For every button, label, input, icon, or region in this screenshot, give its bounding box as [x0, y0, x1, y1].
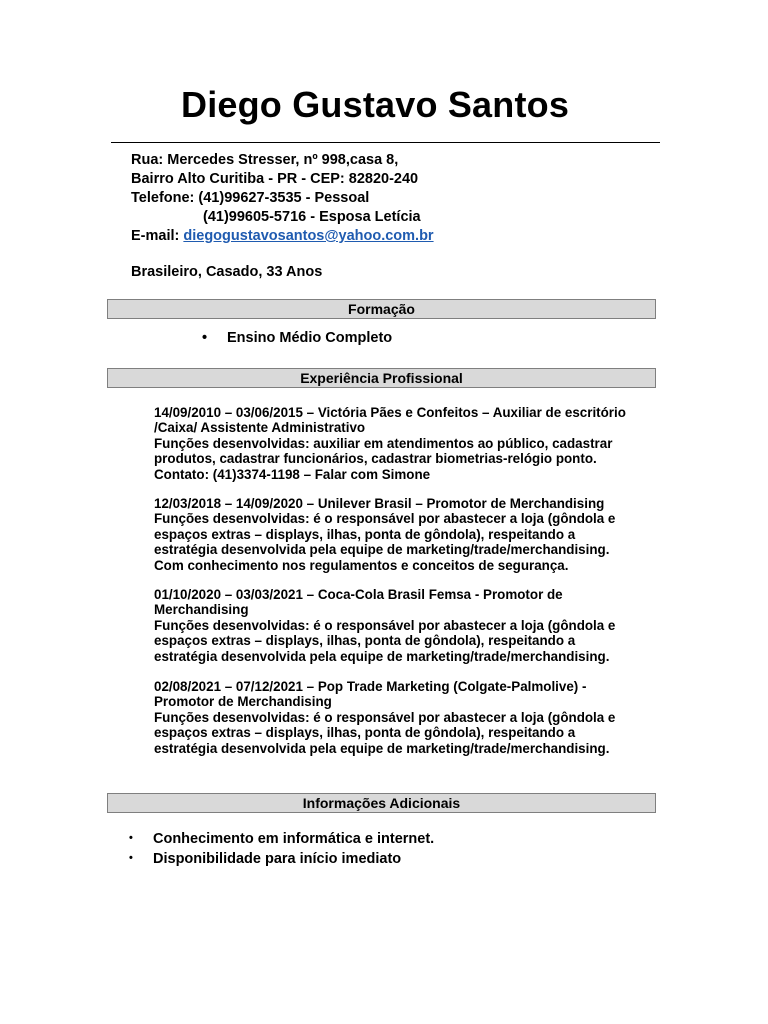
list-item — [129, 849, 434, 869]
email-label: E-mail: — [131, 228, 184, 244]
experience-entry — [154, 587, 666, 664]
experience-line: espaços extras – displays, ilhas, ponta de gôndola), respeitando a — [154, 526, 576, 542]
experience-line: Funções desenvolvidas: é o responsável por abastecer a loja (gôndola e — [154, 709, 616, 725]
additional-info-list — [129, 829, 434, 868]
address-line-1: Rua: Mercedes Stresser, nº 998,casa 8, — [131, 152, 399, 168]
phone-line-1: Telefone: (41)99627-3535 - Pessoal — [131, 190, 370, 206]
experience-line: espaços extras – displays, ilhas, ponta de gôndola), respeitando a — [154, 725, 576, 741]
experience-line: estratégia desenvolvida pela equipe de marketing/trade/merchandising. — [154, 648, 610, 664]
experience-line: 02/08/2021 – 07/12/2021 – Pop Trade Marketing (Colgate-Palmolive) - — [154, 679, 587, 694]
experience-entry — [154, 405, 666, 482]
bullet-icon: • — [129, 832, 133, 844]
experience-line: Com conhecimento nos regulamentos e conceitos de segurança. — [154, 557, 569, 573]
experience-line: estratégia desenvolvida pela equipe de marketing/trade/merchandising. — [154, 740, 610, 756]
experience-line: espaços extras – displays, ilhas, ponta de gôndola), respeitando a — [154, 633, 576, 649]
experience-line: 12/03/2018 – 14/09/2020 – Unilever Brasil – Promotor de Merchandising — [154, 496, 605, 511]
experience-line: 14/09/2010 – 03/06/2015 – Victória Pães e Confeitos – Auxiliar de escritório — [154, 405, 626, 420]
bullet-icon: • — [129, 851, 133, 864]
experience-line: Funções desenvolvidas: auxiliar em atendimentos ao público, cadastrar — [154, 435, 613, 451]
section-header-additional: Informações Adicionais — [107, 793, 656, 813]
address-line-2: Bairro Alto Curitiba - PR - CEP: 82820-240 — [131, 171, 419, 187]
candidate-name: Diego Gustavo Santos — [181, 84, 570, 125]
section-header-education: Formação — [107, 299, 656, 319]
list-item — [129, 829, 434, 849]
experience-line: estratégia desenvolvida pela equipe de marketing/trade/merchandising. — [154, 542, 610, 558]
experience-line: 01/10/2020 – 03/03/2021 – Coca-Cola Brasil Femsa - Promotor de — [154, 587, 563, 602]
phone-line-2: (41)99605-5716 - Esposa Letícia — [203, 209, 421, 225]
email-link[interactable]: diegogustavosantos@yahoo.com.br — [183, 228, 434, 244]
bullet-icon: • — [202, 330, 208, 346]
experience-line: Funções desenvolvidas: é o responsável por abastecer a loja (gôndola e — [154, 511, 616, 527]
experience-line: Contato: (41)3374-1198 – Falar com Simone — [154, 466, 431, 482]
experience-line: produtos, cadastrar funcionários, cadastrar biometrias-relógio ponto. — [154, 451, 597, 467]
contact-block — [131, 151, 434, 282]
experience-line: /Caixa/ Assistente Administrativo — [154, 420, 366, 436]
list-item-label: Disponibilidade para início imediato — [153, 850, 402, 867]
experience-line: Merchandising — [154, 602, 249, 618]
list-item-label: Conhecimento em informática e internet. — [153, 831, 435, 847]
experience-entry — [154, 496, 666, 573]
education-item — [202, 330, 392, 346]
experience-entry — [154, 679, 666, 756]
email-line — [131, 227, 434, 246]
header-divider — [111, 142, 660, 143]
section-header-experience: Experiência Profissional — [107, 368, 656, 388]
experience-line: Funções desenvolvidas: é o responsável por abastecer a loja (gôndola e — [154, 617, 616, 633]
personal-info: Brasileiro, Casado, 33 Anos — [131, 264, 323, 280]
education-item-label: Ensino Médio Completo — [227, 330, 393, 346]
experience-line: Promotor de Merchandising — [154, 694, 332, 710]
